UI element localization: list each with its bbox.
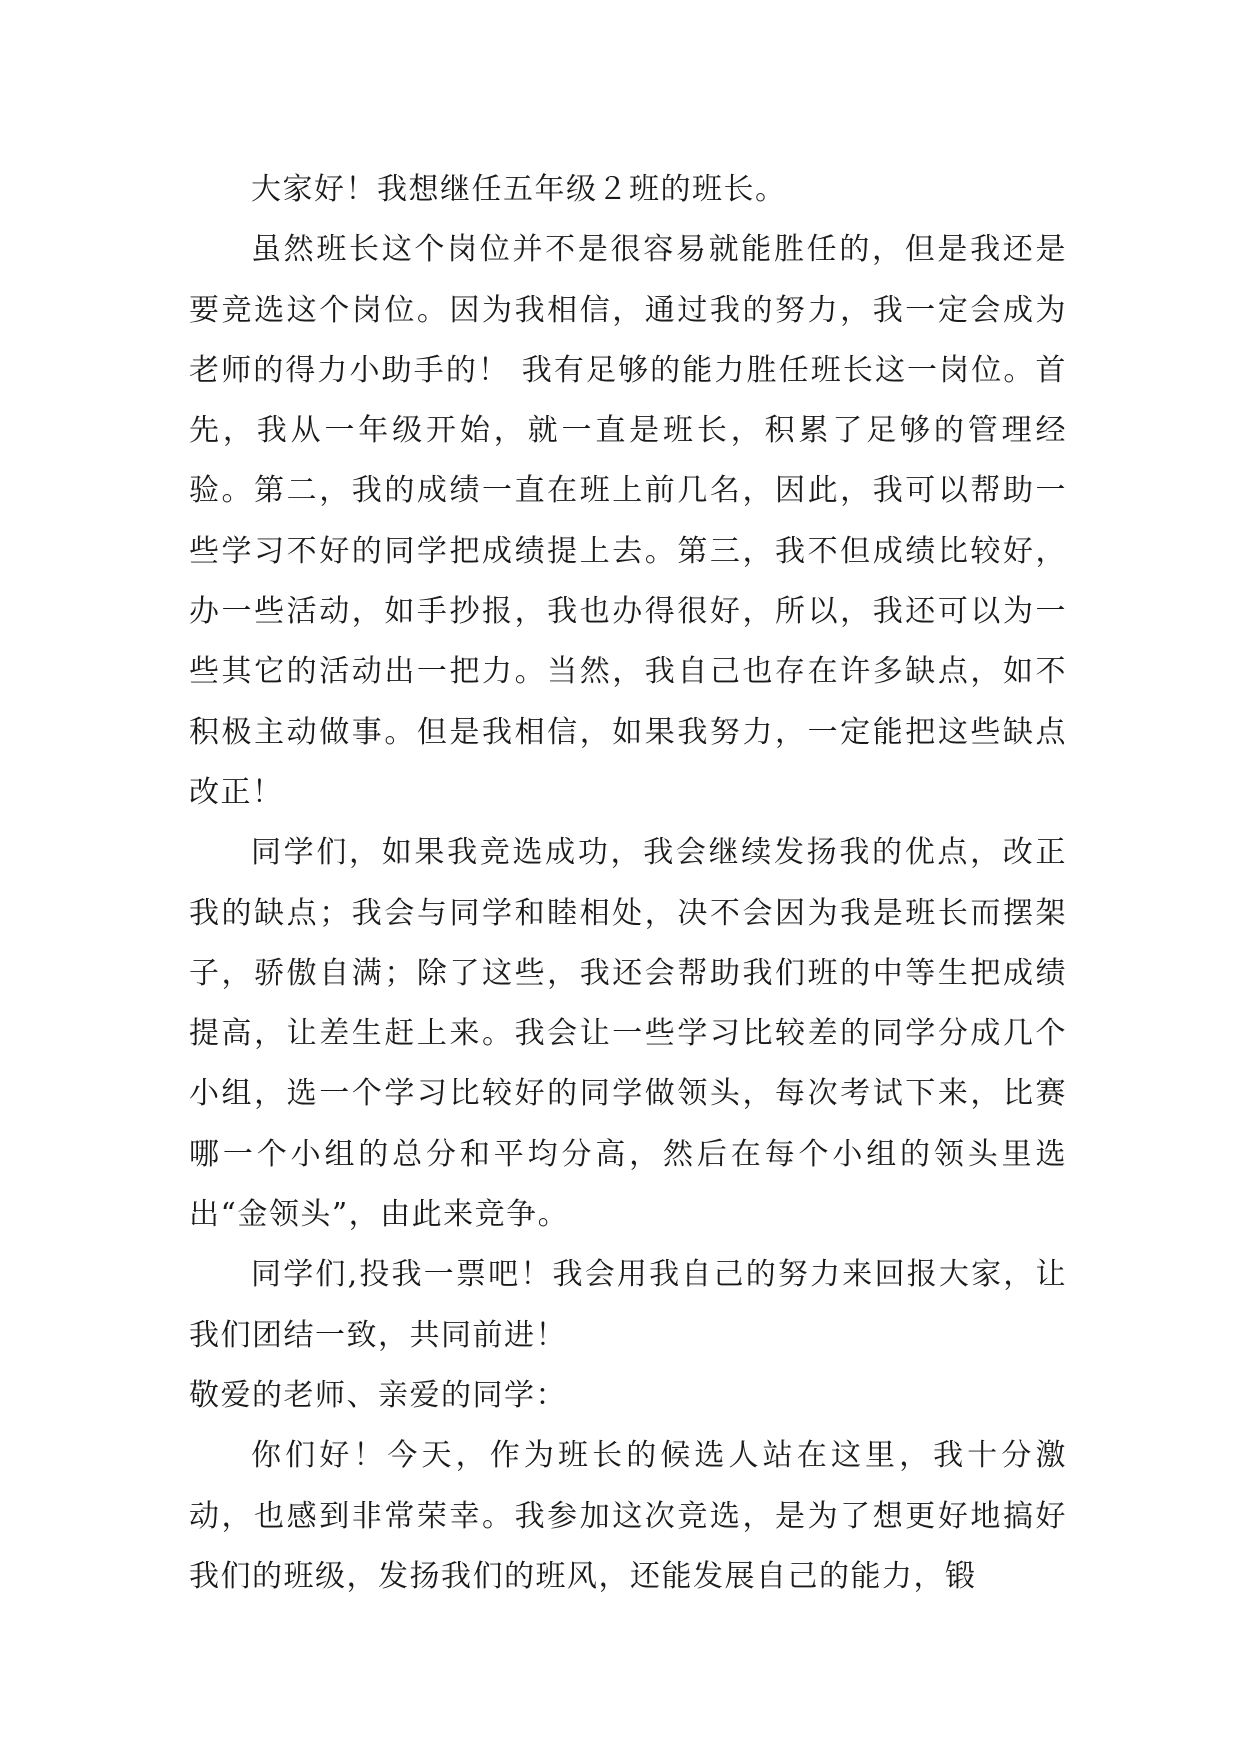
document-body xyxy=(189,160,1067,1607)
paragraph-closing: 同学们,投我一票吧！我会用我自己的努力来回报大家，让我们团结一致，共同前进！ xyxy=(189,1257,1067,1353)
paragraph-second-speech-opening: 你们好！今天，作为班长的候选人站在这里，我十分激动，也感到非常荣幸。我参加这次竞选，是为了想更好地搞好我们的班级，发扬我们的班风，还能发展自己的能力，锻 xyxy=(189,1438,1067,1594)
paragraph-salutation: 敬爱的老师、亲爱的同学： xyxy=(189,1377,567,1413)
paragraph-qualifications: 虽然班长这个岗位并不是很容易就能胜任的，但是我还是要竞选这个岗位。因为我相信，通过我的努力，我一定会成为老师的得力小助手的！ 我有足够的能力胜任班长这一岗位。首先，我从一年级开始，就一直是班长，积累了足够的管理经验。第二，我的成绩一直在班上前几名，因此，我可以帮助一些学习不好的同学把成绩提上去。第三，我不但成绩比较好，办一些活动，如手抄报，我也办得很好，所以，我还可以为一些其它的活动出一把力。当然，我自己也存在许多缺点，如不积极主动做事。但是我相信，如果我努力，一定能把这些缺点改正！ xyxy=(189,232,1067,810)
paragraph-greeting: 大家好！我想继任五年级２班的班长。 xyxy=(251,172,787,207)
paragraph-plans: 同学们，如果我竞选成功，我会继续发扬我的优点，改正我的缺点；我会与同学和睦相处，决不会因为我是班长而摆架子，骄傲自满；除了这些，我还会帮助我们班的中等生把成绩提高，让差生赶上来。我会让一些学习比较差的同学分成几个小组，选一个学习比较好的同学做领头，每次考试下来，比赛哪一个小组的总分和平均分高，然后在每个小组的领头里选出“金领头”，由此来竞争。 xyxy=(189,835,1067,1233)
